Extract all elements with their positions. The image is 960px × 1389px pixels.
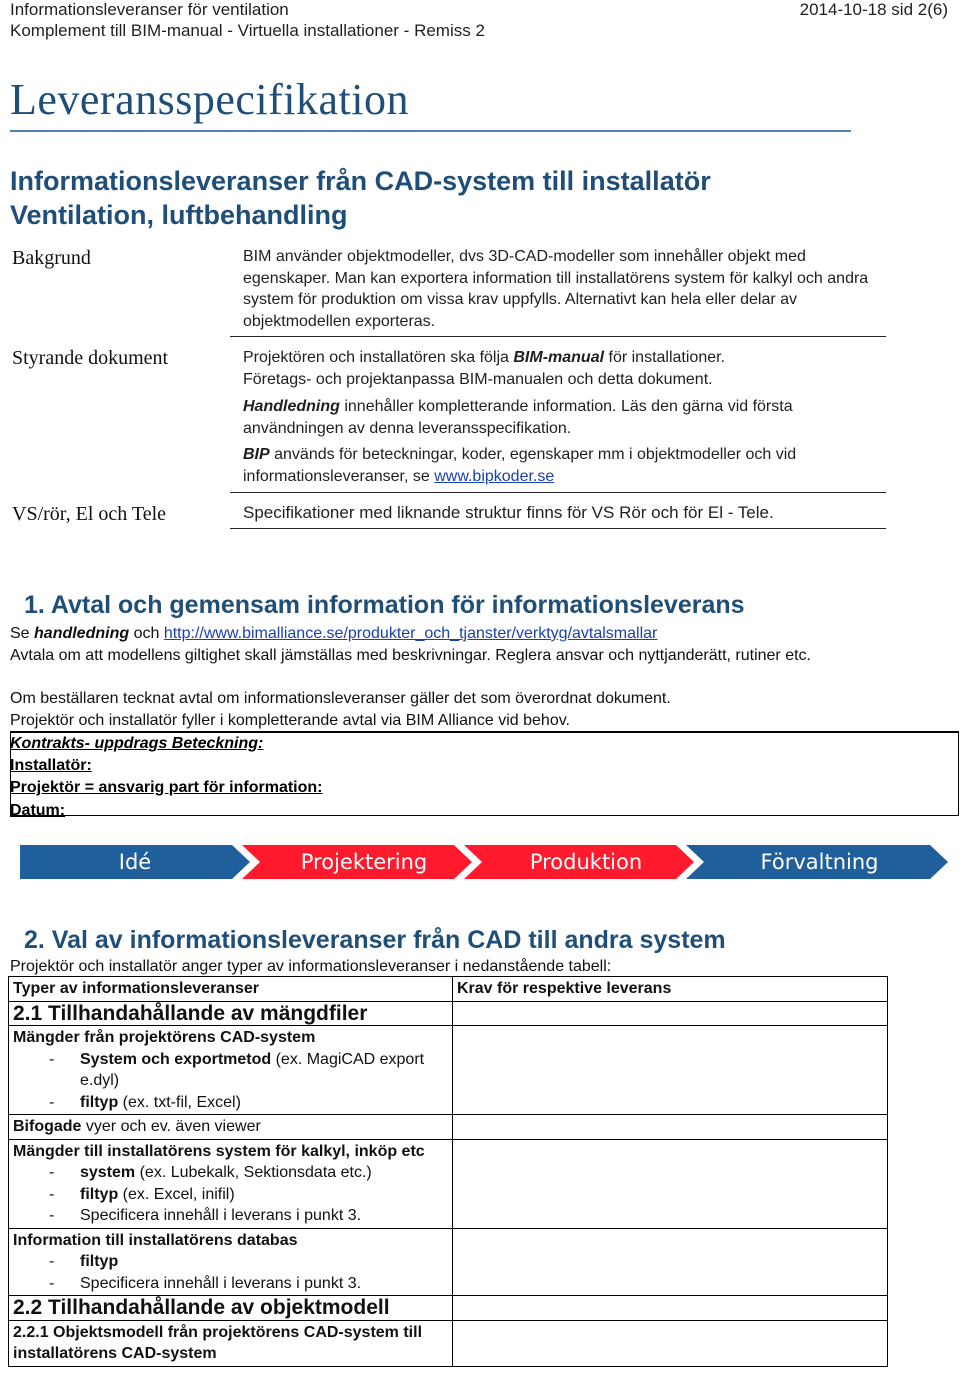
section1-see: Se handledning och http://www.bimalliance.se/produkter_och_tjanster/verktyg/avtalsmallar — [10, 625, 658, 642]
requirement-cell[interactable] — [453, 1139, 888, 1228]
styrande-p4: BIP används för beteckningar, koder, egenskaper mm i objektmodeller och vid informationsleveranser, se www.bipkoder.se — [243, 446, 797, 485]
row-divider — [230, 528, 886, 529]
requirement-cell[interactable] — [453, 1026, 888, 1115]
delivery-table — [8, 976, 888, 1367]
group-installer-database: Information till installatörens databas - filtyp - Specificera innehåll i leverans i punkt 3. — [9, 1228, 453, 1296]
requirement-cell[interactable] — [453, 1228, 888, 1296]
requirement-cell[interactable] — [453, 1320, 888, 1366]
section1-p1: Avtala om att modellens giltighet skall jämställas med beskrivningar. Reglera ansvar och nyttjanderätt, rutiner etc. — [10, 647, 811, 664]
label-vs-el-tele: VS/rör, El och Tele — [12, 503, 167, 525]
table-row — [9, 1320, 888, 1366]
section-2-2: 2.2 Tillhandahållande av objektmodell — [9, 1296, 453, 1321]
section2-intro: Projektör och installatör anger typer av informationsleveranser i nedanstående tabell: — [10, 958, 612, 975]
table-row — [9, 1139, 888, 1228]
bipkoder-link[interactable]: www.bipkoder.se — [434, 467, 555, 485]
contract-line-4: Datum: — [10, 802, 66, 819]
header-date-page: 2014-10-18 sid 2(6) — [799, 0, 948, 19]
col-header-requirements: Krav för respektive leverans — [453, 977, 888, 1002]
group-cad-quantities: Mängder från projektörens CAD-system - System och exportmetod (ex. MagiCAD export e.dyl) - filtyp (ex. txt-fil, Excel) — [9, 1026, 453, 1115]
section1-p3: Projektör och installatör fyller i kompletterande avtal via BIM Alliance vid behov. — [10, 712, 570, 729]
process-step-forvaltning: Förvaltning — [760, 850, 879, 874]
subtitle-line2: Ventilation, luftbehandling — [10, 200, 348, 230]
label-bakgrund: Bakgrund — [12, 247, 91, 269]
label-styrande-dokument: Styrande dokument — [12, 347, 169, 369]
requirement-cell[interactable] — [453, 1115, 888, 1140]
attached-views: Bifogade vyer och ev. även viewer — [9, 1115, 453, 1140]
styrande-p2: Företags- och projektanpassa BIM-manualen och detta dokument. — [243, 371, 713, 388]
process-step-ide: Idé — [118, 850, 152, 874]
page-title: Leveransspecifikation — [10, 75, 410, 124]
col-header-types: Typer av informationsleveranser — [9, 977, 453, 1002]
table-header-row — [9, 977, 888, 1002]
contract-line-1: Kontrakts- uppdrags Beteckning: — [10, 735, 264, 752]
title-divider — [10, 130, 851, 132]
bakgrund-text: BIM använder objektmodeller, dvs 3D-CAD-modeller som innehåller objekt med egenskaper. Man kan exportera information till installatörens system för kalkyl och andra system för produktion om vissa krav uppfylls. Alternativt kan hela eller delar av objektmodellen exporteras. — [243, 248, 869, 330]
table-row — [9, 1026, 888, 1115]
row-divider — [230, 492, 886, 493]
styrande-p1: Projektören och installatören ska följa BIM-manual för installationer. — [243, 349, 725, 366]
table-row — [9, 1115, 888, 1140]
section1-heading: 1. Avtal och gemensam information för informationsleverans — [24, 591, 745, 619]
styrande-p3: Handledning innehåller kompletterande information. Läs den gärna vid första användningen av denna leveransspecifikation. — [243, 398, 793, 437]
table-row — [9, 1296, 888, 1321]
bimalliance-link[interactable]: http://www.bimalliance.se/produkter_och_tjanster/verktyg/avtalsmallar — [163, 625, 658, 642]
vs-text: Specifikationer med liknande struktur finns för VS Rör och för El - Tele. — [243, 503, 774, 522]
subtitle-line1: Informationsleveranser från CAD-system till installatör — [10, 166, 711, 196]
requirement-cell[interactable] — [453, 1296, 888, 1321]
header-title: Informationsleveranser för ventilation — [10, 0, 289, 19]
group-installer-system: Mängder till installatörens system för kalkyl, inköp etc - system (ex. Lubekalk, Sektionsdata etc.) - filtyp (ex. Excel, inifil) - Specificera innehåll i leverans i punkt 3. — [9, 1139, 453, 1228]
process-step-produktion: Produktion — [529, 850, 643, 874]
section-2-1: 2.1 Tillhandahållande av mängdfiler — [9, 1001, 453, 1026]
header-subtitle: Komplement till BIM-manual - Virtuella installationer - Remiss 2 — [10, 21, 485, 40]
process-step-projektering: Projektering — [300, 850, 428, 874]
row-divider — [230, 336, 886, 337]
contract-line-2: Installatör: — [10, 757, 92, 774]
section2-heading: 2. Val av informationsleveranser från CAD till andra system — [24, 926, 726, 954]
requirement-cell[interactable] — [453, 1001, 888, 1026]
table-row — [9, 1228, 888, 1296]
section-2-2-1: 2.2.1 Objektsmodell från projektörens CAD-system till installatörens CAD-system — [9, 1320, 453, 1366]
contract-line-3: Projektör = ansvarig part för information: — [10, 779, 323, 796]
section1-p2: Om beställaren tecknat avtal om informationsleveranser gäller det som överordnat dokument. — [10, 690, 671, 707]
table-row — [9, 1001, 888, 1026]
